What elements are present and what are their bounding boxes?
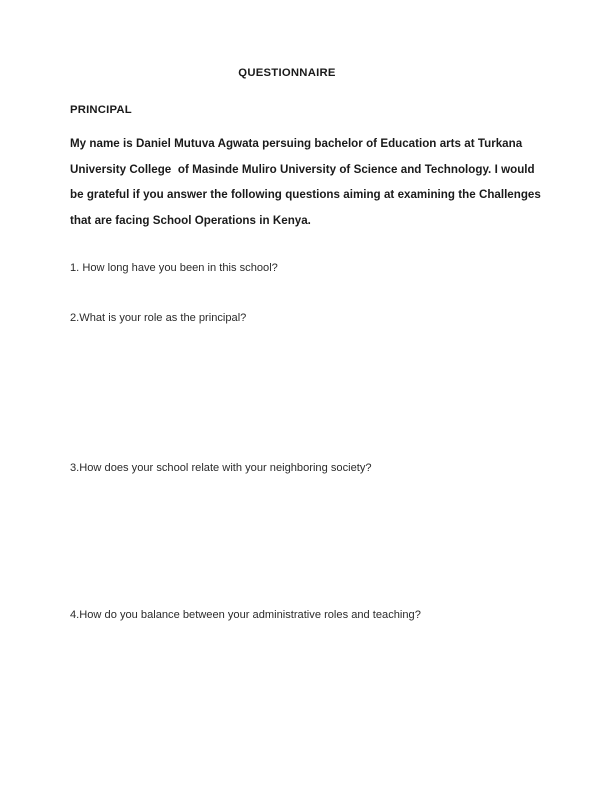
page-title: QUESTIONNAIRE: [238, 67, 336, 79]
question-item-1: 1. How long have you been in this school?: [70, 262, 278, 275]
question-list: [70, 261, 544, 623]
section-heading-principal: PRINCIPAL: [70, 104, 132, 116]
intro-paragraph: My name is Daniel Mutuva Agwata persuing bachelor of Education arts at Turkana University College of Masinde Muliro University of Science and Technology. I would be grateful if you answer the following questions aiming at examining the Challenges that are facing School Operations in Kenya.: [70, 137, 545, 227]
question-item-4: 4.How do you balance between your administrative roles and teaching?: [70, 609, 421, 622]
document-content: [70, 66, 544, 623]
question-item-3: 3.How does your school relate with your neighboring society?: [70, 462, 372, 475]
question-item-2: 2.What is your role as the principal?: [70, 312, 247, 325]
